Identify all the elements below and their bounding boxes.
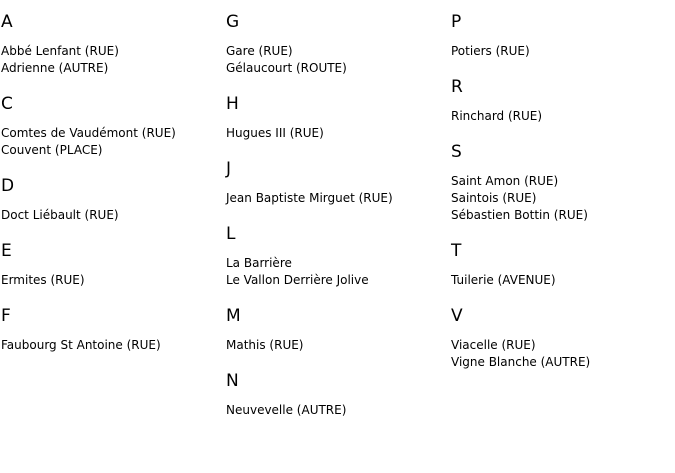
- street-list: [1, 207, 221, 224]
- letter-heading: C: [1, 94, 13, 114]
- street-link[interactable]: Comtes de Vaudémont (RUE): [1, 126, 176, 140]
- street-link[interactable]: Vigne Blanche (AUTRE): [451, 355, 591, 369]
- letter-group: [226, 93, 446, 142]
- street-link[interactable]: Abbé Lenfant (RUE): [1, 44, 119, 58]
- street-list: [226, 402, 446, 419]
- street-link[interactable]: Saint Amon (RUE): [451, 174, 559, 188]
- letter-group: [226, 305, 446, 354]
- street-link[interactable]: Doct Liébault (RUE): [1, 208, 119, 222]
- letter-heading: F: [1, 306, 11, 326]
- street-link[interactable]: Gare (RUE): [226, 44, 293, 58]
- street-list: [451, 337, 671, 371]
- letter-heading: R: [451, 77, 463, 97]
- letter-heading: D: [1, 176, 15, 196]
- street-link[interactable]: Viacelle (RUE): [451, 338, 536, 352]
- street-list: [1, 125, 221, 159]
- letter-group: [1, 93, 221, 159]
- street-link[interactable]: La Barrière: [226, 256, 292, 270]
- letter-heading: M: [226, 306, 241, 326]
- letter-group: [1, 11, 221, 77]
- letter-heading: S: [451, 142, 462, 162]
- street-link[interactable]: Hugues III (RUE): [226, 126, 324, 140]
- street-list: [1, 272, 221, 289]
- street-link[interactable]: Tuilerie (AVENUE): [451, 273, 556, 287]
- street-link[interactable]: Jean Baptiste Mirguet (RUE): [226, 191, 393, 205]
- street-list: [1, 337, 221, 354]
- letter-group: [226, 370, 446, 419]
- index-column: [451, 11, 671, 387]
- letter-group: [1, 240, 221, 289]
- letter-heading: T: [451, 241, 462, 261]
- letter-heading: G: [226, 12, 240, 32]
- street-link[interactable]: Couvent (PLACE): [1, 143, 103, 157]
- street-list: [226, 125, 446, 142]
- street-list: [226, 43, 446, 77]
- letter-heading: E: [1, 241, 12, 261]
- letter-group: [1, 175, 221, 224]
- street-link[interactable]: Gélaucourt (ROUTE): [226, 61, 347, 75]
- street-list: [451, 108, 671, 125]
- letter-group: [451, 141, 671, 224]
- letter-heading: V: [451, 306, 463, 326]
- letter-heading: J: [226, 159, 232, 179]
- street-link[interactable]: Saintois (RUE): [451, 191, 537, 205]
- index-column: [226, 11, 446, 435]
- letter-group: [1, 305, 221, 354]
- letter-heading: H: [226, 94, 239, 114]
- street-link[interactable]: Le Vallon Derrière Jolive: [226, 273, 369, 287]
- street-link[interactable]: Adrienne (AUTRE): [1, 61, 109, 75]
- street-list: [226, 337, 446, 354]
- street-link[interactable]: Sébastien Bottin (RUE): [451, 208, 588, 222]
- letter-heading: A: [1, 12, 13, 32]
- letter-group: [226, 223, 446, 289]
- street-list: [451, 43, 671, 60]
- street-link[interactable]: Ermites (RUE): [1, 273, 85, 287]
- letter-heading: N: [226, 371, 239, 391]
- street-link[interactable]: Rinchard (RUE): [451, 109, 543, 123]
- street-link[interactable]: Mathis (RUE): [226, 338, 304, 352]
- index-column: [1, 11, 221, 370]
- letter-group: [451, 76, 671, 125]
- street-list: [451, 173, 671, 224]
- street-list: [226, 190, 446, 207]
- street-link[interactable]: Neuvevelle (AUTRE): [226, 403, 347, 417]
- street-list: [451, 272, 671, 289]
- letter-heading: L: [226, 224, 236, 244]
- letter-group: [451, 305, 671, 371]
- street-link[interactable]: Potiers (RUE): [451, 44, 530, 58]
- letter-group: [226, 158, 446, 207]
- street-list: [1, 43, 221, 77]
- street-link[interactable]: Faubourg St Antoine (RUE): [1, 338, 161, 352]
- letter-heading: P: [451, 12, 462, 32]
- street-list: [226, 255, 446, 289]
- letter-group: [451, 11, 671, 60]
- letter-group: [226, 11, 446, 77]
- letter-group: [451, 240, 671, 289]
